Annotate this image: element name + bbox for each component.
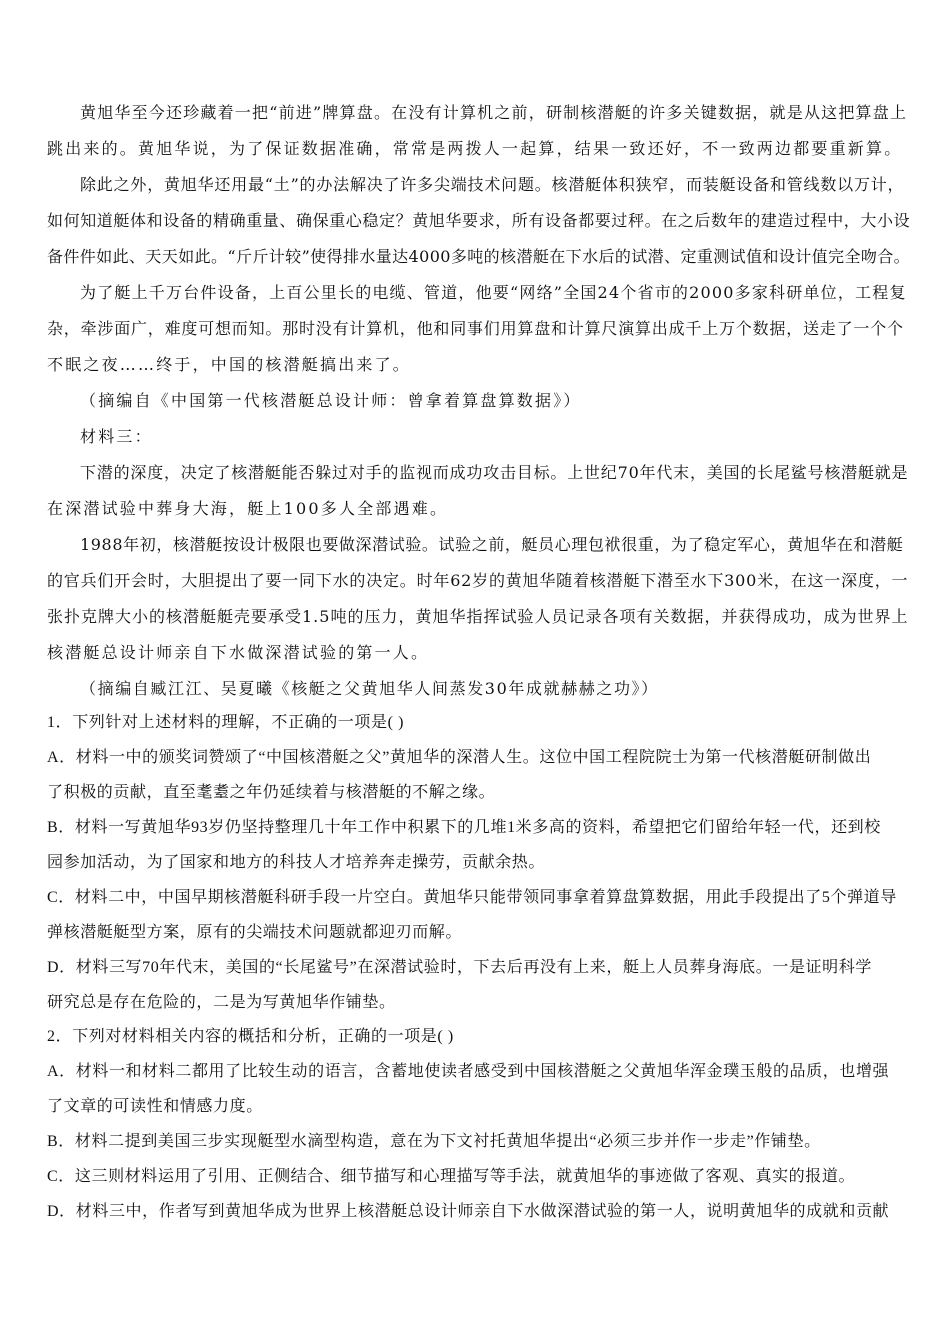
- passage-line: 杂，牵涉面广，难度可想而知。那时没有计算机，他和同事们用算盘和计算尺演算出成千上万个数据，送走了一个个: [47, 319, 904, 338]
- option-b-line: B．材料二提到美国三步实现艇型水滴型构造，意在为下文衬托黄旭华提出“必须三步并作一步走”作铺垫。: [47, 1133, 821, 1150]
- option-c-line: 弹核潜艇艇型方案，原有的尖端技术问题就都迎刃而解。: [47, 924, 463, 941]
- passage-line: 下潜的深度，决定了核潜艇能否躲过对手的监视而成功攻击目标。上世纪70年代末，美国的长尾鲨号核潜艇就是: [80, 463, 909, 482]
- option-a-line: 了文章的可读性和情感力度。: [47, 1098, 263, 1115]
- option-d-line: D．材料三中，作者写到黄旭华成为世界上核潜艇总设计师亲自下水做深潜试验的第一人，说明黄旭华的成就和贡献: [47, 1203, 890, 1220]
- passage-line: 张扑克牌大小的核潜艇艇壳要承受1.5吨的压力，黄旭华指挥试验人员记录各项有关数据，并获得成功，成为世界上: [47, 607, 909, 626]
- passage-line: 如何知道艇体和设备的精确重量、确保重心稳定？黄旭华要求，所有设备都要过秤。在之后数年的建造过程中，大小设: [47, 211, 911, 230]
- option-b-line: 园参加活动，为了国家和地方的科技人才培养奔走操劳，贡献余热。: [47, 854, 546, 871]
- source-citation: （摘编自臧江江、吴夏曦《核艇之父黄旭华人间蒸发30年成就赫赫之功》）: [80, 679, 659, 698]
- passage-line: 除此之外，黄旭华还用最“土”的办法解决了许多尖端技术问题。核潜艇体积狭窄，而装艇设备和管线数以万计，: [80, 175, 905, 194]
- passage-line: 核潜艇总设计师亲自下水做深潜试验的第一人。: [47, 643, 430, 662]
- option-c-line: C．这三则材料运用了引用、正侧结合、细节描写和心理描写等手法，就黄旭华的事迹做了客观、真实的报道。: [47, 1168, 856, 1185]
- passage-line: 备件件如此、天天如此。“斤斤计较”使得排水量达4000多吨的核潜艇在下水后的试潜、定重测试值和设计值完全吻合。: [47, 247, 911, 266]
- question-stem: 1．下列针对上述材料的理解，不正确的一项是( ): [47, 714, 405, 731]
- option-c-line: C．材料二中，中国早期核潜艇科研手段一片空白。黄旭华只能带领同事拿着算盘算数据，用此手段提出了5个弹道导: [47, 889, 897, 906]
- option-a-line: 了积极的贡献，直至耄耋之年仍延续着与核潜艇的不解之缘。: [47, 784, 496, 801]
- passage-line: 跳出来的。黄旭华说，为了保证数据准确，常常是两拨人一起算，结果一致还好，不一致两边都要重新算。: [47, 139, 903, 158]
- passage-line: 为了艇上千万台件设备，上百公里长的电缆、管道，他要“网络”全国24个省市的2000多家科研单位，工程复: [80, 283, 907, 302]
- passage-line: 1988年初，核潜艇按设计极限也要做深潜试验。试验之前，艇员心理包袱很重，为了稳定军心，黄旭华在和潜艇: [80, 535, 904, 554]
- material-label: 材料三：: [80, 427, 153, 446]
- option-b-line: B．材料一写黄旭华93岁仍坚持整理几十年工作中积累下的几堆1米多高的资料，希望把它们留给年轻一代，还到校: [47, 819, 881, 836]
- passage-line: 在深潜试验中葬身大海，艇上100多人全部遇难。: [47, 499, 449, 518]
- source-citation: （摘编自《中国第一代核潜艇总设计师：曾拿着算盘算数据》）: [80, 391, 582, 410]
- option-a-line: A．材料一和材料二都用了比较生动的语言，含蓄地使读者感受到中国核潜艇之父黄旭华浑金璞玉般的品质，也增强: [47, 1063, 890, 1080]
- passage-line: 不眠之夜……终于，中国的核潜艇搞出来了。: [47, 355, 412, 374]
- option-a-line: A．材料一中的颁奖词赞颂了“中国核潜艇之父”黄旭华的深潜人生。这位中国工程院院士为第一代核潜艇研制做出: [47, 749, 872, 766]
- option-d-line: D．材料三写70年代末，美国的“长尾鲨号”在深潜试验时，下去后再没有上来，艇上人员葬身海底。一是证明科学: [47, 959, 872, 976]
- passage-line: 黄旭华至今还珍藏着一把“前进”牌算盘。在没有计算机之前，研制核潜艇的许多关键数据，就是从这把算盘上: [80, 103, 908, 122]
- passage-line: 的官兵们开会时，大胆提出了要一同下水的决定。时年62岁的黄旭华随着核潜艇下潜至水下300米，在这一深度，一: [47, 571, 909, 590]
- option-d-line: 研究总是存在危险的，二是为写黄旭华作铺垫。: [47, 994, 396, 1011]
- question-stem: 2．下列对材料相关内容的概括和分析，正确的一项是( ): [47, 1028, 454, 1045]
